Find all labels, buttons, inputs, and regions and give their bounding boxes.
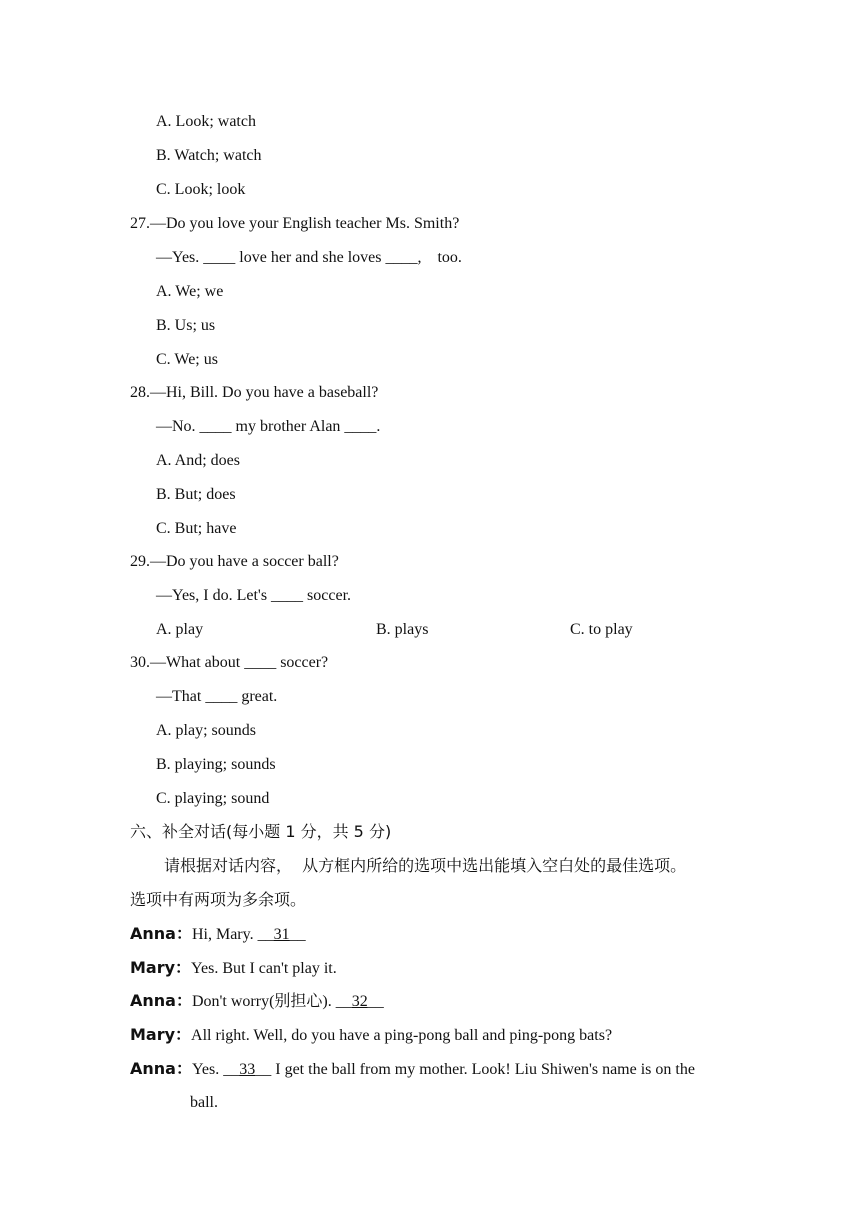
- dialogue-text: All right. Well, do you have a ping-pong ball and ping-pong bats?: [191, 1027, 613, 1044]
- q30-prompt: —What about ____ soccer?: [150, 654, 329, 671]
- speaker-label: Anna：: [130, 1059, 192, 1078]
- blank-prefix: __: [223, 1061, 240, 1078]
- dialogue-text: Yes. But I can't play it.: [191, 960, 337, 977]
- dialogue-line-2: [130, 958, 337, 979]
- dialogue-line-5: [130, 1059, 695, 1080]
- q26-option-b: B. Watch; watch: [156, 147, 262, 164]
- dialogue-line-5-cont: ball.: [190, 1094, 218, 1111]
- q29-option-c: C. to play: [570, 621, 633, 638]
- dialogue-text: Yes.: [191, 1061, 224, 1078]
- q28-option-b: B. But; does: [156, 486, 236, 503]
- q30-option-c: C. playing; sound: [156, 790, 270, 807]
- q27-option-a: A. We; we: [156, 283, 224, 300]
- blank-32[interactable]: 32: [351, 993, 368, 1010]
- q26-option-a: A. Look; watch: [156, 113, 256, 130]
- q27-option-b: B. Us; us: [156, 317, 216, 334]
- dialogue-line-3: [130, 991, 384, 1012]
- dialogue-text: Don't worry(别担心).: [191, 993, 336, 1010]
- q27-reply: —Yes. ____ love her and she loves ____, too.: [156, 249, 462, 266]
- q29-reply: —Yes, I do. Let's ____ soccer.: [156, 587, 352, 604]
- q28-prompt-line: [130, 383, 378, 403]
- dialogue-line-1: [130, 924, 306, 945]
- dialogue-text: Hi, Mary.: [191, 926, 258, 943]
- speaker-label: Anna：: [130, 924, 192, 943]
- q26-option-c: C. Look; look: [156, 181, 246, 198]
- dialogue-line-4: [130, 1025, 612, 1046]
- dialogue-text: I get the ball from my mother. Look! Liu Shiwen's name is on the: [271, 1061, 695, 1078]
- q29-number: 29.: [130, 553, 150, 570]
- q27-number: 27.: [130, 215, 150, 232]
- blank-suffix: __: [367, 993, 384, 1010]
- speaker-label: Mary：: [130, 958, 192, 977]
- q29-prompt-line: [130, 552, 339, 572]
- q30-number: 30.: [130, 654, 150, 671]
- blank-prefix: __: [257, 926, 274, 943]
- q28-option-a: A. And; does: [156, 452, 240, 469]
- q28-prompt: —Hi, Bill. Do you have a baseball?: [150, 384, 379, 401]
- q28-number: 28.: [130, 384, 150, 401]
- blank-suffix: __: [255, 1061, 272, 1078]
- q28-option-c: C. But; have: [156, 520, 237, 537]
- q30-option-a: A. play; sounds: [156, 722, 256, 739]
- q29-prompt: —Do you have a soccer ball?: [150, 553, 339, 570]
- blank-prefix: __: [335, 993, 352, 1010]
- q30-option-b: B. playing; sounds: [156, 756, 276, 773]
- q30-prompt-line: [130, 653, 328, 673]
- q27-option-c: C. We; us: [156, 351, 218, 368]
- q29-option-a: A. play: [156, 621, 204, 638]
- speaker-label: Mary：: [130, 1025, 192, 1044]
- q29-option-b: B. plays: [376, 621, 429, 638]
- q28-reply: —No. ____ my brother Alan ____.: [156, 418, 381, 435]
- q27-prompt-line: [130, 214, 459, 234]
- blank-33[interactable]: 33: [239, 1061, 256, 1078]
- blank-31[interactable]: 31: [273, 926, 290, 943]
- blank-suffix: __: [289, 926, 306, 943]
- q27-prompt: —Do you love your English teacher Ms. Smith?: [150, 215, 460, 232]
- section6-heading: 六、补全对话(每小题 1 分，共 5 分): [130, 822, 392, 841]
- speaker-label: Anna：: [130, 991, 192, 1010]
- section6-instruction-cont: 选项中有两项为多余项。: [130, 890, 307, 909]
- section6-instruction: 请根据对话内容， 从方框内所给的选项中选出能填入空白处的最佳选项。: [164, 856, 687, 875]
- q30-reply: —That ____ great.: [156, 688, 278, 705]
